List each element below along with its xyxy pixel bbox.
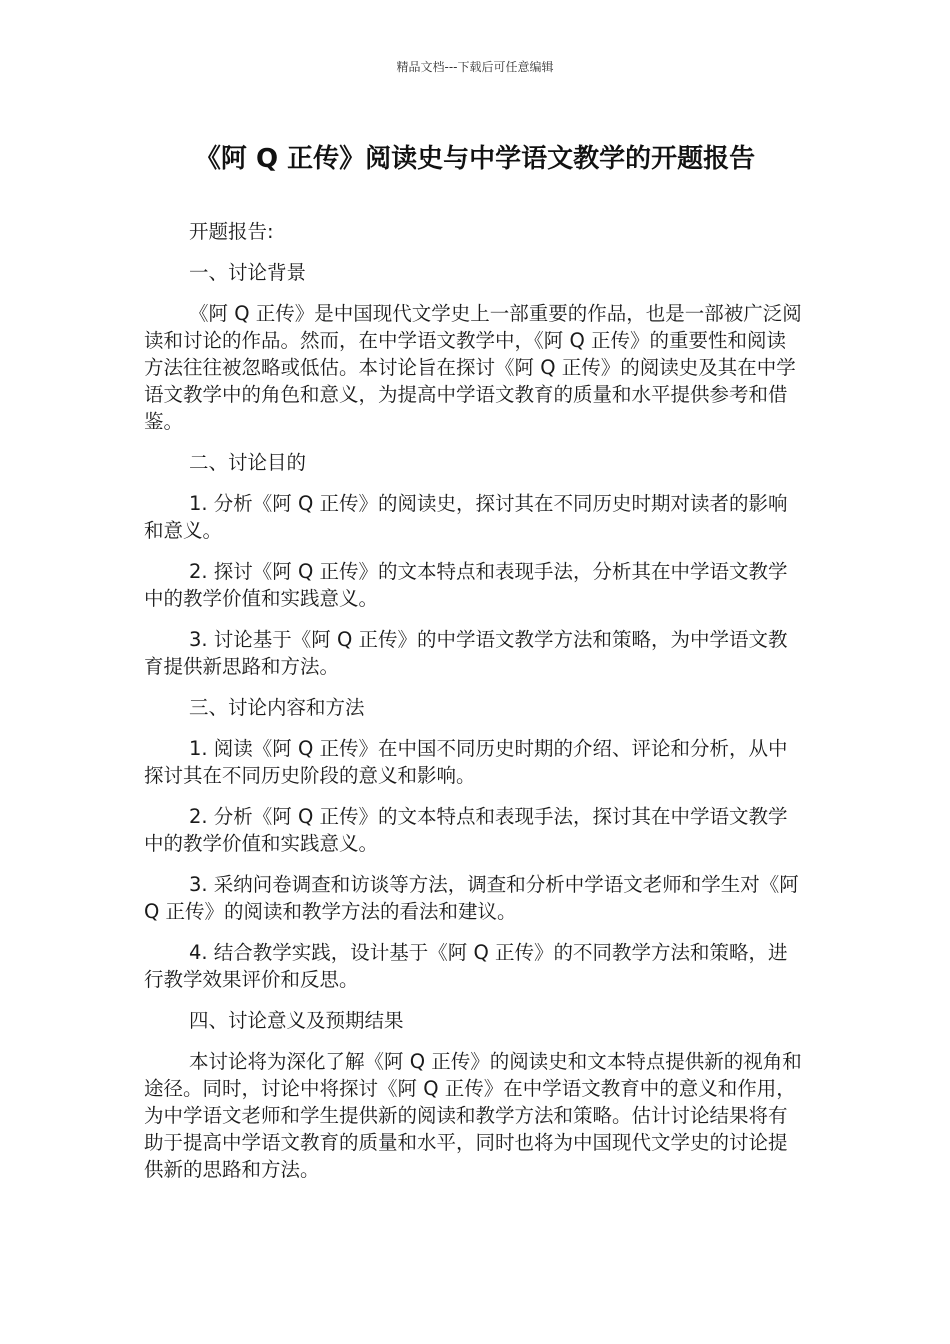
section-heading-background: 一、讨论背景 <box>189 261 307 284</box>
list-item: 4. 结合教学实践，设计基于《阿 Q 正传》的不同教学方法和策略，进行教学效果评价和反思。 <box>144 941 788 991</box>
list-item: 3. 采纳问卷调查和访谈等方法，调查和分析中学语文老师和学生对《阿 Q 正传》的阅读和教学方法的看法和建议。 <box>144 873 799 923</box>
page-header: 精品文档---下载后可任意编辑 <box>396 60 554 74</box>
list-item: 1. 分析《阿 Q 正传》的阅读史，探讨其在不同历史时期对读者的影响和意义。 <box>144 492 788 542</box>
list-item: 3. 讨论基于《阿 Q 正传》的中学语文教学方法和策略，为中学语文教育提供新思路和方法。 <box>144 628 788 678</box>
document-body <box>144 218 804 1197</box>
list-item: 1. 阅读《阿 Q 正传》在中国不同历史时期的介绍、评论和分析，从中探讨其在不同历史阶段的意义和影响。 <box>144 737 788 787</box>
section-paragraph-background: 《阿 Q 正传》是中国现代文学史上一部重要的作品，也是一部被广泛阅读和讨论的作品。然而，在中学语文教学中，《阿 Q 正传》的重要性和阅读方法往往被忽略或低估。本讨论旨在探讨《阿 Q 正传》的阅读史及其在中学语文教学中的角色和意义，为提高中学语文教育的质量和水平提供参考和借鉴。 <box>144 302 802 433</box>
document-title: 《阿 Q 正传》阅读史与中学语文教学的开题报告 <box>194 144 756 174</box>
list-item: 2. 分析《阿 Q 正传》的文本特点和表现手法，探讨其在中学语文教学中的教学价值和实践意义。 <box>144 805 788 855</box>
section-heading-purpose: 二、讨论目的 <box>189 451 307 474</box>
report-label: 开题报告: <box>189 220 274 243</box>
section-heading-content-methods: 三、讨论内容和方法 <box>189 696 365 719</box>
section-heading-significance: 四、讨论意义及预期结果 <box>189 1009 404 1032</box>
list-item: 2. 探讨《阿 Q 正传》的文本特点和表现手法，分析其在中学语文教学中的教学价值和实践意义。 <box>144 560 788 610</box>
section-paragraph-significance: 本讨论将为深化了解《阿 Q 正传》的阅读史和文本特点提供新的视角和途径。同时，讨论中将探讨《阿 Q 正传》在中学语文教育中的意义和作用，为中学语文老师和学生提供新的阅读和教学方法和策略。估计讨论结果将有助于提高中学语文教育的质量和水平，同时也将为中国现代文学史的讨论提供新的思路和方法。 <box>144 1050 802 1181</box>
